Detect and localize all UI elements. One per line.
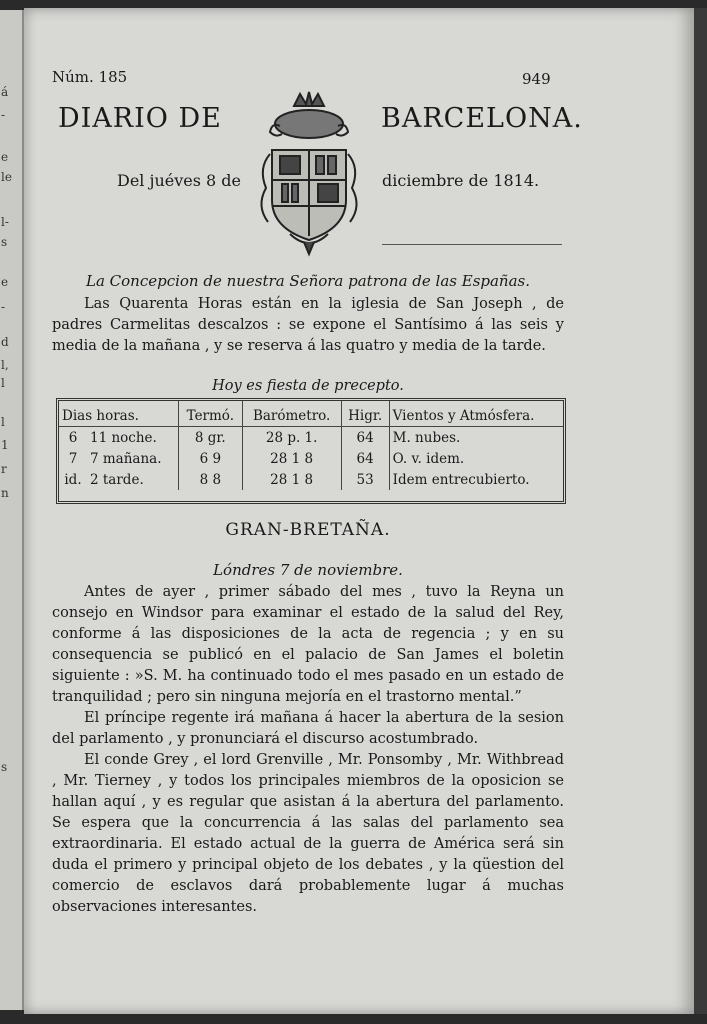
cell-hour: 7 mañana. bbox=[90, 450, 162, 467]
margin-fragment: s bbox=[1, 760, 8, 774]
cell-termo: 6 9 bbox=[178, 448, 242, 469]
table-row bbox=[59, 469, 563, 490]
feast-paragraph: Las Quarenta Horas están en la iglesia de San Joseph , de padres Carmelitas descalzos : se expone el Santísimo á las seis y media de la mañana , y se reserva á las quatro y media de la tarde. bbox=[52, 296, 564, 354]
dateline: Lóndres 7 de noviembre. bbox=[213, 561, 403, 579]
margin-fragment: á bbox=[1, 85, 9, 99]
margin-fragment: l, bbox=[1, 358, 9, 372]
newspaper-page bbox=[24, 8, 694, 1014]
cell-hour: 11 noche. bbox=[90, 429, 157, 446]
margin-fragment: e bbox=[1, 150, 9, 164]
table-row bbox=[59, 427, 563, 449]
cell-baro: 28 p. 1. bbox=[242, 427, 341, 449]
cell-day: 7 bbox=[68, 450, 78, 467]
cell-baro: 28 1 8 bbox=[242, 469, 341, 490]
margin-fragment: le bbox=[1, 170, 12, 184]
cell-vientos: O. v. idem. bbox=[389, 448, 563, 469]
table-row bbox=[59, 448, 563, 469]
page-number: 949 bbox=[522, 70, 551, 88]
cell-vientos: M. nubes. bbox=[389, 427, 563, 449]
cell-higr: 53 bbox=[341, 469, 389, 490]
cell-hour: 2 tarde. bbox=[90, 471, 144, 488]
article-paragraph: El conde Grey , el lord Grenville , Mr. Ponsomby , Mr. Withbread , Mr. Tierney , y todos los principales miembros de la oposicion se hallan aquí , y es regular que asistan á la abertura del parlamento. Se espera que la concurrencia á las salas del parlamento sea extraordinaria. El estado actual de la guerra de América será sin duda el primero y principal objeto de los debates , y la qüestion del comercio de esclavos dará probablemente lugar á muchas observaciones interesantes. bbox=[52, 752, 564, 915]
col-higr: Higr. bbox=[341, 401, 389, 427]
cell-higr: 64 bbox=[341, 427, 389, 449]
masthead-title-left: DIARIO DE bbox=[58, 103, 222, 134]
article-paragraph: Antes de ayer , primer sábado del mes , tuvo la Reyna un consejo en Windsor para examinar el estado de la salud del Rey, conforme á las disposiciones de la acta de regencia ; y en su consequencia se publicó en el palacio de San James el boletin siguiente : »S. M. ha continuado todo el mes pasado en un estado de tranquilidad ; pero sin ninguna mejoría en el trastorno mental.” bbox=[52, 584, 564, 705]
cell-day: 6 bbox=[68, 429, 78, 446]
coat-of-arms-icon bbox=[250, 88, 368, 258]
margin-fragment: n bbox=[1, 486, 9, 500]
margin-fragment: l bbox=[1, 415, 5, 429]
header-divider bbox=[382, 244, 562, 245]
margin-fragment: 1 bbox=[1, 438, 9, 452]
col-vientos: Vientos y Atmósfera. bbox=[389, 401, 563, 427]
margin-fragment: - bbox=[1, 300, 6, 314]
section-title: GRAN-BRETAÑA. bbox=[225, 520, 391, 540]
margin-fragment: s bbox=[1, 235, 8, 249]
cell-day: id. bbox=[64, 471, 82, 488]
article-paragraph: El príncipe regente irá mañana á hacer la abertura de la sesion del parlamento , y pronunciará el discurso acostumbrado. bbox=[52, 710, 564, 747]
margin-fragment: - bbox=[1, 108, 6, 122]
margin-fragment: l bbox=[1, 376, 5, 390]
holiday-note: Hoy es fiesta de precepto. bbox=[212, 378, 404, 394]
col-termo: Termó. bbox=[178, 401, 242, 427]
facing-page-edge bbox=[0, 10, 24, 1010]
weather-table bbox=[56, 398, 566, 504]
issue-date-right: diciembre de 1814. bbox=[382, 171, 540, 190]
cell-vientos: Idem entrecubierto. bbox=[389, 469, 563, 490]
feast-title: La Concepcion de nuestra Señora patrona de las Españas. bbox=[85, 272, 531, 290]
issue-date-left: Del juéves 8 de bbox=[117, 171, 242, 190]
margin-fragment: e bbox=[1, 275, 9, 289]
cell-termo: 8 8 bbox=[178, 469, 242, 490]
margin-fragment: r bbox=[1, 462, 7, 476]
cell-baro: 28 1 8 bbox=[242, 448, 341, 469]
cell-termo: 8 gr. bbox=[178, 427, 242, 449]
cell-higr: 64 bbox=[341, 448, 389, 469]
page-edge-shadow bbox=[694, 8, 707, 1014]
margin-fragment: d bbox=[1, 335, 9, 349]
margin-fragment: l- bbox=[1, 215, 9, 229]
col-dias: Dias horas. bbox=[59, 401, 178, 427]
masthead-title-right: BARCELONA. bbox=[381, 103, 583, 134]
col-barometro: Barómetro. bbox=[242, 401, 341, 427]
issue-number: Núm. 185 bbox=[52, 68, 128, 86]
